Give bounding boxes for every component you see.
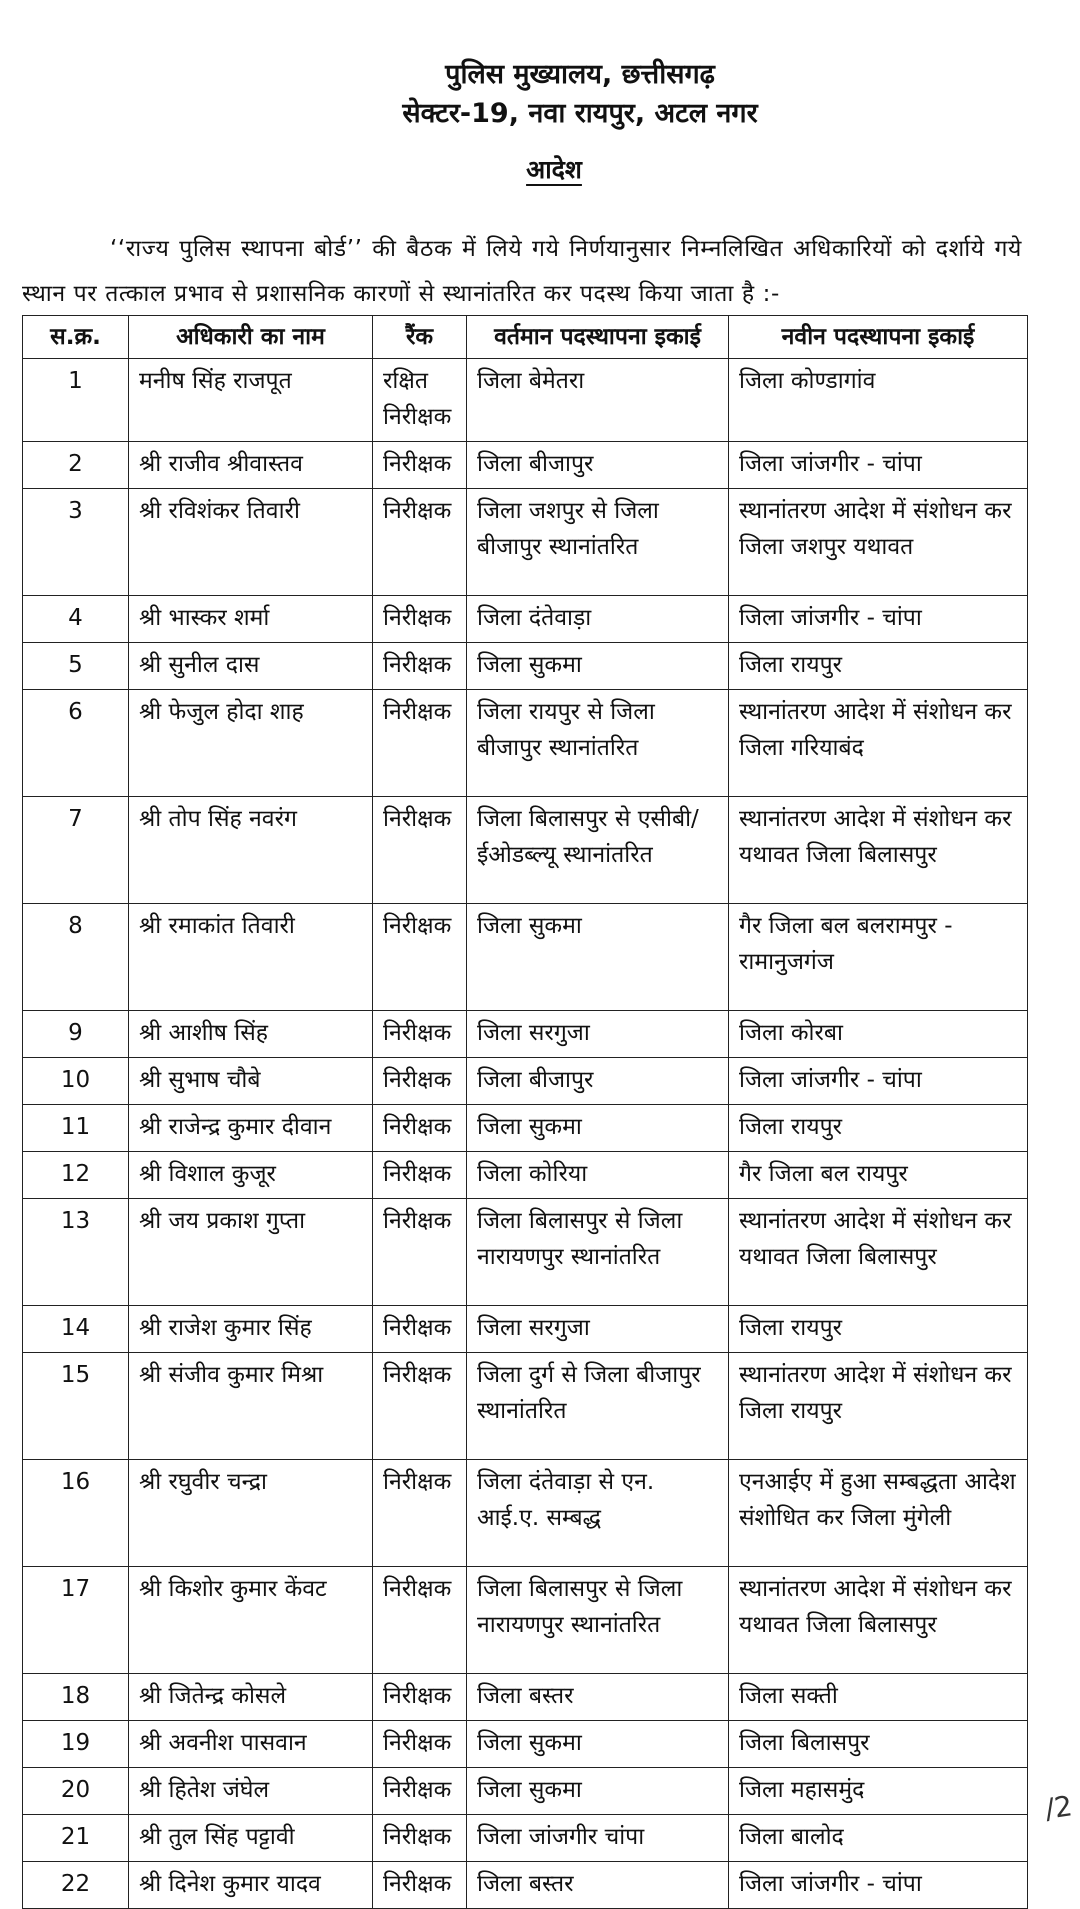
current-posting-cell: जिला सुकमा bbox=[467, 643, 729, 690]
rank-cell: निरीक्षक bbox=[373, 1460, 467, 1567]
table-row bbox=[23, 1058, 1028, 1105]
current-posting-cell: जिला दंतेवाड़ा से एन. आई.ए. सम्बद्ध bbox=[467, 1460, 729, 1567]
table-header-row bbox=[23, 316, 1028, 359]
rank-cell: निरीक्षक bbox=[373, 1768, 467, 1815]
new-posting-cell: जिला बालोद bbox=[729, 1815, 1028, 1862]
rank-cell: निरीक्षक bbox=[373, 1199, 467, 1306]
serial-cell: 4 bbox=[23, 596, 129, 643]
officer-name-cell: श्री राजीव श्रीवास्तव bbox=[129, 442, 373, 489]
current-posting-cell: जिला जशपुर से जिला बीजापुर स्थानांतरित bbox=[467, 489, 729, 596]
col-header-serial: स.क्र. bbox=[23, 316, 129, 359]
current-posting-cell: जिला बिलासपुर से जिला नारायणपुर स्थानांतरित bbox=[467, 1567, 729, 1674]
officer-name-cell: श्री अवनीश पासवान bbox=[129, 1721, 373, 1768]
new-posting-cell: गैर जिला बल बलरामपुर - रामानुजगंज bbox=[729, 904, 1028, 1011]
office-name: पुलिस मुख्यालय, छत्तीसगढ़ bbox=[445, 59, 715, 90]
table-row bbox=[23, 797, 1028, 904]
new-posting-cell: स्थानांतरण आदेश में संशोधन कर यथावत जिला बिलासपुर bbox=[729, 797, 1028, 904]
table-row bbox=[23, 1721, 1028, 1768]
table-row bbox=[23, 489, 1028, 596]
table-row bbox=[23, 643, 1028, 690]
col-header-current-posting: वर्तमान पदस्थापना इकाई bbox=[467, 316, 729, 359]
rank-cell: निरीक्षक bbox=[373, 596, 467, 643]
page-continuation-mark: /2 bbox=[1042, 1789, 1075, 1826]
serial-cell: 7 bbox=[23, 797, 129, 904]
new-posting-cell: जिला जांजगीर - चांपा bbox=[729, 1862, 1028, 1909]
officer-name-cell: श्री रमाकांत तिवारी bbox=[129, 904, 373, 1011]
new-posting-cell: जिला महासमुंद bbox=[729, 1768, 1028, 1815]
officer-name-cell: श्री भास्कर शर्मा bbox=[129, 596, 373, 643]
current-posting-cell: जिला सुकमा bbox=[467, 1721, 729, 1768]
current-posting-cell: जिला बस्तर bbox=[467, 1674, 729, 1721]
rank-cell: निरीक्षक bbox=[373, 442, 467, 489]
new-posting-cell: जिला रायपुर bbox=[729, 643, 1028, 690]
new-posting-cell: स्थानांतरण आदेश में संशोधन कर जिला गरियाबंद bbox=[729, 690, 1028, 797]
current-posting-cell: जिला सरगुजा bbox=[467, 1011, 729, 1058]
officer-name-cell: श्री रघुवीर चन्द्रा bbox=[129, 1460, 373, 1567]
officer-name-cell: श्री तोप सिंह नवरंग bbox=[129, 797, 373, 904]
new-posting-cell: जिला सक्ती bbox=[729, 1674, 1028, 1721]
rank-cell: निरीक्षक bbox=[373, 690, 467, 797]
table-row bbox=[23, 1353, 1028, 1460]
serial-cell: 12 bbox=[23, 1152, 129, 1199]
rank-cell: निरीक्षक bbox=[373, 1862, 467, 1909]
rank-cell: निरीक्षक bbox=[373, 1152, 467, 1199]
serial-cell: 8 bbox=[23, 904, 129, 1011]
officer-name-cell: श्री सुनील दास bbox=[129, 643, 373, 690]
rank-cell: निरीक्षक bbox=[373, 1353, 467, 1460]
current-posting-cell: जिला बिलासपुर से जिला नारायणपुर स्थानांतरित bbox=[467, 1199, 729, 1306]
rank-cell: निरीक्षक bbox=[373, 797, 467, 904]
current-posting-cell: जिला दंतेवाड़ा bbox=[467, 596, 729, 643]
rank-cell: निरीक्षक bbox=[373, 1306, 467, 1353]
new-posting-cell: स्थानांतरण आदेश में संशोधन कर जिला जशपुर यथावत bbox=[729, 489, 1028, 596]
current-posting-cell: जिला सुकमा bbox=[467, 1105, 729, 1152]
current-posting-cell: जिला सुकमा bbox=[467, 1768, 729, 1815]
table-row bbox=[23, 1460, 1028, 1567]
new-posting-cell: जिला जांजगीर - चांपा bbox=[729, 1058, 1028, 1105]
serial-cell: 3 bbox=[23, 489, 129, 596]
table-row bbox=[23, 1011, 1028, 1058]
order-intro: ‘‘राज्य पुलिस स्थापना बोर्ड’’ की बैठक में लिये गये निर्णयानुसार निम्नलिखित अधिकारियों को दर्शाये गये स्थान पर तत्काल प्रभाव से प्रशासनिक कारणों से स्थानांतरित कर पदस्थ किया जाता है :- bbox=[22, 236, 1022, 307]
table-row bbox=[23, 1306, 1028, 1353]
order-title: आदेश bbox=[526, 155, 582, 184]
officer-name-cell: श्री दिनेश कुमार यादव bbox=[129, 1862, 373, 1909]
officer-name-cell: श्री रविशंकर तिवारी bbox=[129, 489, 373, 596]
current-posting-cell: जिला बीजापुर bbox=[467, 442, 729, 489]
serial-cell: 19 bbox=[23, 1721, 129, 1768]
col-header-officer-name: अधिकारी का नाम bbox=[129, 316, 373, 359]
table-row bbox=[23, 1674, 1028, 1721]
serial-cell: 16 bbox=[23, 1460, 129, 1567]
table-row bbox=[23, 1105, 1028, 1152]
serial-cell: 6 bbox=[23, 690, 129, 797]
officer-name-cell: मनीष सिंह राजपूत bbox=[129, 359, 373, 442]
officer-name-cell: श्री राजेन्द्र कुमार दीवान bbox=[129, 1105, 373, 1152]
table-body bbox=[23, 359, 1028, 1909]
serial-cell: 10 bbox=[23, 1058, 129, 1105]
current-posting-cell: जिला सरगुजा bbox=[467, 1306, 729, 1353]
current-posting-cell: जिला बीजापुर bbox=[467, 1058, 729, 1105]
serial-cell: 15 bbox=[23, 1353, 129, 1460]
current-posting-cell: जिला बिलासपुर से एसीबी/ईओडब्ल्यू स्थानांतरित bbox=[467, 797, 729, 904]
officer-name-cell: श्री जितेन्द्र कोसले bbox=[129, 1674, 373, 1721]
table-row bbox=[23, 442, 1028, 489]
rank-cell: रक्षित निरीक्षक bbox=[373, 359, 467, 442]
table-row bbox=[23, 1815, 1028, 1862]
current-posting-cell: जिला रायपुर से जिला बीजापुर स्थानांतरित bbox=[467, 690, 729, 797]
rank-cell: निरीक्षक bbox=[373, 1815, 467, 1862]
officer-name-cell: श्री तुल सिंह पट्टावी bbox=[129, 1815, 373, 1862]
new-posting-cell: जिला रायपुर bbox=[729, 1306, 1028, 1353]
table-row bbox=[23, 1199, 1028, 1306]
new-posting-cell: एनआईए में हुआ सम्बद्धता आदेश संशोधित कर जिला मुंगेली bbox=[729, 1460, 1028, 1567]
serial-cell: 17 bbox=[23, 1567, 129, 1674]
new-posting-cell: स्थानांतरण आदेश में संशोधन कर जिला रायपुर bbox=[729, 1353, 1028, 1460]
officer-name-cell: श्री सुभाष चौबे bbox=[129, 1058, 373, 1105]
new-posting-cell: जिला कोरबा bbox=[729, 1011, 1028, 1058]
serial-cell: 9 bbox=[23, 1011, 129, 1058]
serial-cell: 21 bbox=[23, 1815, 129, 1862]
rank-cell: निरीक्षक bbox=[373, 1058, 467, 1105]
current-posting-cell: जिला जांजगीर चांपा bbox=[467, 1815, 729, 1862]
table-row bbox=[23, 904, 1028, 1011]
serial-cell: 20 bbox=[23, 1768, 129, 1815]
col-header-rank: रैंक bbox=[373, 316, 467, 359]
new-posting-cell: जिला बिलासपुर bbox=[729, 1721, 1028, 1768]
rank-cell: निरीक्षक bbox=[373, 489, 467, 596]
table-row bbox=[23, 596, 1028, 643]
rank-cell: निरीक्षक bbox=[373, 1721, 467, 1768]
table-row bbox=[23, 1862, 1028, 1909]
current-posting-cell: जिला सुकमा bbox=[467, 904, 729, 1011]
officer-name-cell: श्री संजीव कुमार मिश्रा bbox=[129, 1353, 373, 1460]
table-row bbox=[23, 690, 1028, 797]
office-address: सेक्टर-19, नवा रायपुर, अटल नगर bbox=[402, 98, 758, 129]
serial-cell: 22 bbox=[23, 1862, 129, 1909]
serial-cell: 13 bbox=[23, 1199, 129, 1306]
transfer-table bbox=[22, 315, 1028, 1909]
officer-name-cell: श्री हितेश जंघेल bbox=[129, 1768, 373, 1815]
table-row bbox=[23, 1567, 1028, 1674]
new-posting-cell: स्थानांतरण आदेश में संशोधन कर यथावत जिला बिलासपुर bbox=[729, 1567, 1028, 1674]
officer-name-cell: श्री किशोर कुमार केंवट bbox=[129, 1567, 373, 1674]
table-row bbox=[23, 1768, 1028, 1815]
new-posting-cell: जिला जांजगीर - चांपा bbox=[729, 442, 1028, 489]
officer-name-cell: श्री राजेश कुमार सिंह bbox=[129, 1306, 373, 1353]
new-posting-cell: जिला रायपुर bbox=[729, 1105, 1028, 1152]
col-header-new-posting: नवीन पदस्थापना इकाई bbox=[729, 316, 1028, 359]
officer-name-cell: श्री आशीष सिंह bbox=[129, 1011, 373, 1058]
current-posting-cell: जिला बस्तर bbox=[467, 1862, 729, 1909]
serial-cell: 18 bbox=[23, 1674, 129, 1721]
rank-cell: निरीक्षक bbox=[373, 904, 467, 1011]
new-posting-cell: जिला कोण्डागांव bbox=[729, 359, 1028, 442]
new-posting-cell: गैर जिला बल रायपुर bbox=[729, 1152, 1028, 1199]
table-row bbox=[23, 1152, 1028, 1199]
new-posting-cell: जिला जांजगीर - चांपा bbox=[729, 596, 1028, 643]
new-posting-cell: स्थानांतरण आदेश में संशोधन कर यथावत जिला बिलासपुर bbox=[729, 1199, 1028, 1306]
table-row bbox=[23, 359, 1028, 442]
rank-cell: निरीक्षक bbox=[373, 643, 467, 690]
serial-cell: 1 bbox=[23, 359, 129, 442]
officer-name-cell: श्री फेजुल होदा शाह bbox=[129, 690, 373, 797]
serial-cell: 2 bbox=[23, 442, 129, 489]
rank-cell: निरीक्षक bbox=[373, 1105, 467, 1152]
rank-cell: निरीक्षक bbox=[373, 1011, 467, 1058]
current-posting-cell: जिला बेमेतरा bbox=[467, 359, 729, 442]
officer-name-cell: श्री विशाल कुजूर bbox=[129, 1152, 373, 1199]
rank-cell: निरीक्षक bbox=[373, 1674, 467, 1721]
serial-cell: 11 bbox=[23, 1105, 129, 1152]
current-posting-cell: जिला दुर्ग से जिला बीजापुर स्थानांतरित bbox=[467, 1353, 729, 1460]
current-posting-cell: जिला कोरिया bbox=[467, 1152, 729, 1199]
rank-cell: निरीक्षक bbox=[373, 1567, 467, 1674]
serial-cell: 14 bbox=[23, 1306, 129, 1353]
serial-cell: 5 bbox=[23, 643, 129, 690]
officer-name-cell: श्री जय प्रकाश गुप्ता bbox=[129, 1199, 373, 1306]
